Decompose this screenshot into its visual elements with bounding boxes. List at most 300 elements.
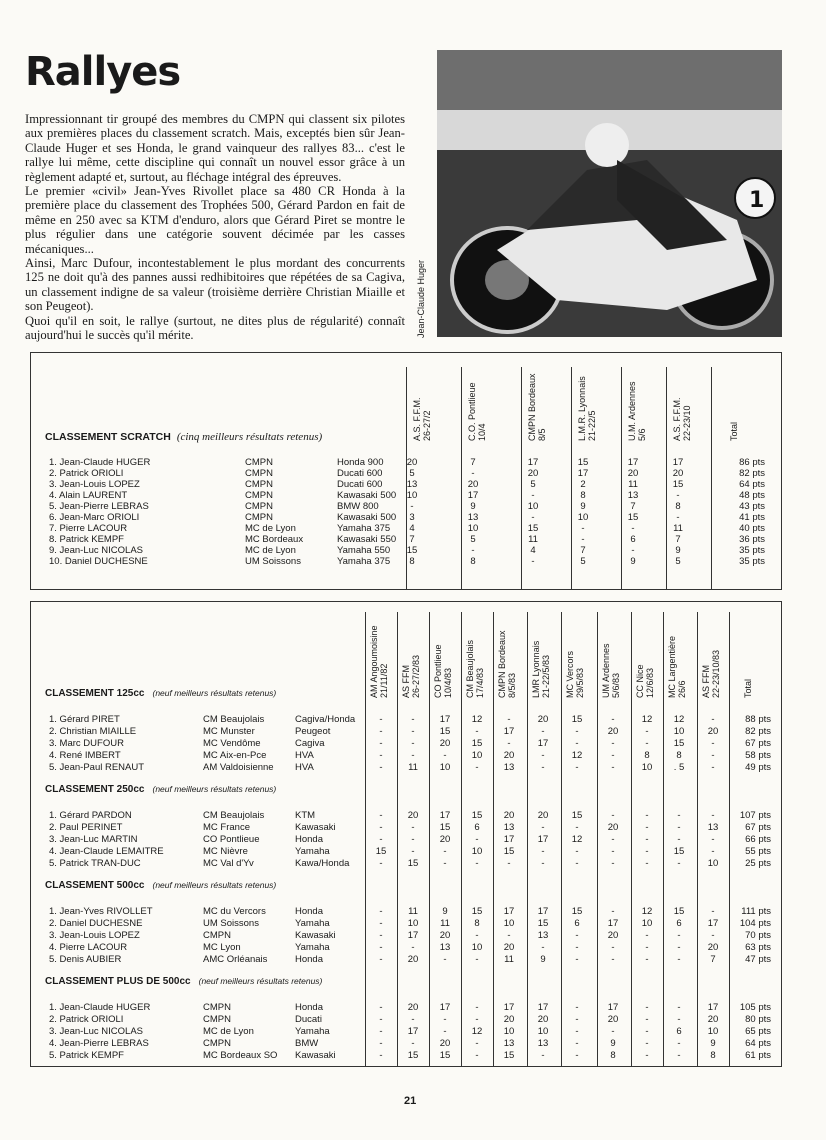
table-row bbox=[31, 906, 781, 917]
club: UM Soissons bbox=[245, 556, 301, 567]
score-cell: 5 bbox=[675, 556, 681, 567]
category-heading bbox=[45, 688, 276, 699]
total-cell: 104 pts bbox=[739, 918, 771, 929]
score-cell: 20 bbox=[503, 942, 515, 953]
club: MC Lyon bbox=[203, 942, 241, 953]
score-cell: - bbox=[475, 1014, 479, 1025]
score-cell: - bbox=[645, 1002, 649, 1013]
rider-name: 7. Pierre LACOUR bbox=[49, 523, 128, 534]
score-cell: 20 bbox=[607, 822, 619, 833]
bike: Kawasaki bbox=[295, 822, 336, 833]
column-header: MC Largentière 26/6 bbox=[667, 635, 687, 698]
total-cell: 48 pts bbox=[739, 490, 765, 501]
score-cell: 17 bbox=[672, 457, 684, 468]
score-cell: - bbox=[541, 1050, 545, 1061]
score-cell: 17 bbox=[537, 1002, 549, 1013]
rider-name: 5. Patrick KEMPF bbox=[49, 1050, 124, 1061]
score-cell: - bbox=[575, 1002, 579, 1013]
score-cell: - bbox=[711, 750, 715, 761]
score-cell: 20 bbox=[537, 714, 549, 725]
score-cell: - bbox=[475, 834, 479, 845]
score-cell: - bbox=[575, 942, 579, 953]
score-cell: 17 bbox=[537, 834, 549, 845]
club: CMPN bbox=[203, 1014, 231, 1025]
score-cell: 12 bbox=[641, 906, 653, 917]
score-cell: - bbox=[711, 846, 715, 857]
bike: Yamaha 550 bbox=[337, 545, 391, 556]
club: AM Valdoisienne bbox=[203, 762, 274, 773]
score-cell: 20 bbox=[607, 726, 619, 737]
score-cell: 20 bbox=[537, 1014, 549, 1025]
score-cell: 15 bbox=[439, 726, 451, 737]
heading-title: CLASSEMENT SCRATCH bbox=[45, 431, 171, 443]
table-row bbox=[31, 556, 781, 567]
score-cell: 20 bbox=[503, 750, 515, 761]
score-cell: 7 bbox=[710, 954, 716, 965]
score-cell: 12 bbox=[571, 750, 583, 761]
score-cell: - bbox=[677, 822, 681, 833]
rider-name: 1. Jean-Claude HUGER bbox=[49, 1002, 151, 1013]
column-header: Total bbox=[743, 678, 753, 698]
score-cell: 20 bbox=[407, 810, 419, 821]
column-header: A.S. F.F.M. 22-23/10 bbox=[672, 397, 692, 441]
page-number: 21 bbox=[404, 1095, 417, 1107]
category-heading bbox=[45, 976, 322, 987]
rider-name: 5. Patrick TRAN-DUC bbox=[49, 858, 141, 869]
table-row bbox=[31, 942, 781, 953]
score-cell: - bbox=[379, 918, 383, 929]
score-cell: 20 bbox=[537, 810, 549, 821]
score-cell: 20 bbox=[707, 1014, 719, 1025]
score-cell: 7 bbox=[470, 457, 476, 468]
score-cell: - bbox=[379, 1050, 383, 1061]
score-cell: - bbox=[645, 846, 649, 857]
column-header: CMPN Bordeaux 8/5 bbox=[527, 373, 547, 441]
score-cell: - bbox=[471, 545, 475, 556]
score-cell: - bbox=[575, 846, 579, 857]
category-heading bbox=[45, 880, 276, 891]
score-cell: 10 bbox=[406, 490, 418, 501]
score-cell: 11 bbox=[440, 918, 450, 929]
score-cell: - bbox=[443, 1014, 447, 1025]
score-cell: 5 bbox=[530, 479, 536, 490]
total-cell: 66 pts bbox=[745, 834, 771, 845]
club: CM Beaujolais bbox=[203, 810, 265, 821]
score-cell: 10 bbox=[503, 918, 515, 929]
club: MC de Lyon bbox=[203, 1026, 254, 1037]
score-cell: - bbox=[507, 858, 511, 869]
table-row bbox=[31, 822, 781, 833]
club: MC Bordeaux bbox=[245, 534, 304, 545]
score-cell: 20 bbox=[467, 479, 479, 490]
score-cell: 10 bbox=[707, 858, 719, 869]
score-cell: 11 bbox=[408, 906, 418, 917]
score-cell: - bbox=[677, 810, 681, 821]
bike: Yamaha bbox=[295, 846, 330, 857]
rider-name: 10. Daniel DUCHESNE bbox=[49, 556, 148, 567]
rider-name: 5. Denis AUBIER bbox=[49, 954, 122, 965]
score-cell: - bbox=[411, 714, 415, 725]
score-cell: - bbox=[379, 822, 383, 833]
total-cell: 55 pts bbox=[745, 846, 771, 857]
club: MC du Vercors bbox=[203, 906, 266, 917]
table-row bbox=[31, 858, 781, 869]
score-cell: - bbox=[379, 750, 383, 761]
score-cell: 10 bbox=[527, 501, 539, 512]
score-cell: - bbox=[507, 714, 511, 725]
score-cell: - bbox=[645, 1050, 649, 1061]
score-cell: - bbox=[575, 954, 579, 965]
table-row bbox=[31, 738, 781, 749]
score-cell: - bbox=[676, 490, 680, 501]
score-cell: - bbox=[531, 490, 535, 501]
score-cell: - bbox=[379, 1038, 383, 1049]
rider-name: 2. Paul PERINET bbox=[49, 822, 123, 833]
score-cell: 17 bbox=[607, 1002, 619, 1013]
score-cell: - bbox=[379, 1014, 383, 1025]
category-title: CLASSEMENT 250cc bbox=[45, 784, 145, 795]
bike: Ducati bbox=[295, 1014, 322, 1025]
score-cell: - bbox=[645, 822, 649, 833]
score-cell: 17 bbox=[503, 1002, 515, 1013]
bike: Kawasaki 500 bbox=[337, 490, 397, 501]
score-cell: 13 bbox=[707, 822, 719, 833]
score-cell: - bbox=[611, 846, 615, 857]
score-cell: - bbox=[711, 762, 715, 773]
score-cell: - bbox=[475, 1050, 479, 1061]
score-cell: - bbox=[611, 858, 615, 869]
rider-name: 3. Jean-Luc MARTIN bbox=[49, 834, 138, 845]
score-cell: 20 bbox=[607, 930, 619, 941]
club: CMPN bbox=[245, 501, 273, 512]
table-row bbox=[31, 545, 781, 556]
score-cell: 15 bbox=[672, 479, 684, 490]
score-cell: - bbox=[575, 738, 579, 749]
column-header: AS FFM 22-23/10/83 bbox=[701, 649, 721, 698]
bike: Cagiva/Honda bbox=[295, 714, 356, 725]
category-tables bbox=[30, 601, 782, 1067]
score-cell: - bbox=[611, 762, 615, 773]
score-cell: - bbox=[541, 858, 545, 869]
score-cell: - bbox=[711, 930, 715, 941]
score-cell: 12 bbox=[471, 1026, 483, 1037]
score-cell: - bbox=[645, 858, 649, 869]
score-cell: 6 bbox=[676, 1026, 682, 1037]
score-cell: - bbox=[471, 468, 475, 479]
score-cell: 6 bbox=[630, 534, 636, 545]
intro-text bbox=[25, 112, 405, 343]
table-row bbox=[31, 834, 781, 845]
score-cell: 10 bbox=[641, 762, 653, 773]
column-header: CM Beaujolais 17/4/83 bbox=[465, 639, 485, 698]
score-cell: - bbox=[410, 501, 414, 512]
score-cell: - bbox=[411, 822, 415, 833]
score-cell: 10 bbox=[407, 918, 419, 929]
table-row bbox=[31, 479, 781, 490]
score-cell: 17 bbox=[527, 457, 539, 468]
score-cell: 15 bbox=[439, 1050, 451, 1061]
category-subtitle: (neuf meilleurs résultats retenus) bbox=[152, 784, 277, 794]
score-cell: 10 bbox=[577, 512, 589, 523]
score-cell: - bbox=[379, 906, 383, 917]
score-cell: - bbox=[411, 1014, 415, 1025]
score-cell: 15 bbox=[571, 906, 583, 917]
bike: Honda bbox=[295, 954, 323, 965]
score-cell: - bbox=[379, 834, 383, 845]
score-cell: 4 bbox=[530, 545, 536, 556]
rider-name: 3. Jean-Louis LOPEZ bbox=[49, 479, 140, 490]
score-cell: 20 bbox=[439, 930, 451, 941]
score-cell: - bbox=[676, 512, 680, 523]
club: MC Val d'Yv bbox=[203, 858, 254, 869]
score-cell: - bbox=[379, 942, 383, 953]
score-cell: - bbox=[611, 738, 615, 749]
score-cell: - bbox=[379, 738, 383, 749]
score-cell: 15 bbox=[627, 512, 639, 523]
score-cell: - bbox=[711, 906, 715, 917]
score-cell: 15 bbox=[471, 810, 483, 821]
score-cell: - bbox=[575, 762, 579, 773]
club: CMPN bbox=[203, 930, 231, 941]
score-cell: - bbox=[611, 1026, 615, 1037]
score-cell: 9 bbox=[470, 501, 476, 512]
score-cell: - bbox=[631, 545, 635, 556]
score-cell: 20 bbox=[707, 942, 719, 953]
score-cell: 7 bbox=[675, 534, 681, 545]
club: UM Soissons bbox=[203, 918, 259, 929]
total-cell: 43 pts bbox=[739, 501, 765, 512]
intro-paragraph: Le premier «civil» Jean-Yves Rivollet place sa 480 CR Honda à la première place du classement des Trophées 500, Gérard Pardon en fait de même en 250 avec sa KTM d'enduro, alors que Gérard Piret se montre le plus régulier dans une catégorie souvent décimée par les casses mécaniques... bbox=[25, 184, 405, 256]
rider-name: 9. Jean-Luc NICOLAS bbox=[49, 545, 143, 556]
score-cell: - bbox=[575, 1038, 579, 1049]
table-row bbox=[31, 762, 781, 773]
score-cell: - bbox=[677, 834, 681, 845]
score-cell: 20 bbox=[407, 1002, 419, 1013]
rider-name: 2. Patrick ORIOLI bbox=[49, 1014, 124, 1025]
score-cell: - bbox=[531, 512, 535, 523]
club: CMPN bbox=[245, 512, 273, 523]
club: CMPN bbox=[203, 1038, 231, 1049]
score-cell: 15 bbox=[406, 545, 418, 556]
rider-name: 2. Christian MIAILLE bbox=[49, 726, 137, 737]
score-cell: . 5 bbox=[673, 762, 685, 773]
club: CO Pontlieue bbox=[203, 834, 260, 845]
score-cell: - bbox=[611, 942, 615, 953]
bike: Kawasaki 500 bbox=[337, 512, 397, 523]
score-cell: - bbox=[645, 810, 649, 821]
bike: Yamaha 375 bbox=[337, 523, 391, 534]
score-cell: 10 bbox=[537, 1026, 549, 1037]
club: CMPN bbox=[245, 468, 273, 479]
score-cell: - bbox=[379, 930, 383, 941]
score-cell: - bbox=[411, 942, 415, 953]
score-cell: 11 bbox=[504, 954, 514, 965]
score-cell: 5 bbox=[580, 556, 586, 567]
score-cell: - bbox=[645, 954, 649, 965]
score-cell: 15 bbox=[673, 906, 685, 917]
score-cell: - bbox=[645, 1026, 649, 1037]
score-cell: 9 bbox=[675, 545, 681, 556]
table-row bbox=[31, 457, 781, 468]
category-title: CLASSEMENT 500cc bbox=[45, 880, 145, 891]
score-cell: 10 bbox=[471, 750, 483, 761]
bike: Honda 900 bbox=[337, 457, 384, 468]
score-cell: 11 bbox=[673, 523, 683, 534]
score-cell: 20 bbox=[439, 834, 451, 845]
total-cell: 63 pts bbox=[745, 942, 771, 953]
score-cell: - bbox=[541, 726, 545, 737]
photo-credit: Jean-Claude Huger bbox=[416, 259, 426, 338]
score-cell: 8 bbox=[409, 556, 415, 567]
rider-name: 8. Patrick KEMPF bbox=[49, 534, 124, 545]
rider-name: 1. Gérard PIRET bbox=[49, 714, 120, 725]
total-cell: 80 pts bbox=[745, 1014, 771, 1025]
score-cell: 20 bbox=[627, 468, 639, 479]
category-title: CLASSEMENT PLUS DE 500cc bbox=[45, 976, 191, 987]
score-cell: - bbox=[507, 738, 511, 749]
heading-subtitle: (cinq meilleurs résultats retenus) bbox=[176, 431, 323, 443]
score-cell: 17 bbox=[439, 810, 451, 821]
score-cell: - bbox=[443, 858, 447, 869]
total-cell: 40 pts bbox=[739, 523, 765, 534]
table-row bbox=[31, 810, 781, 821]
club: MC Aix-en-Pce bbox=[203, 750, 267, 761]
table-row bbox=[31, 534, 781, 545]
score-cell: 17 bbox=[607, 918, 619, 929]
score-cell: 13 bbox=[503, 1038, 515, 1049]
category-subtitle: (neuf meilleurs résultats retenus) bbox=[152, 688, 277, 698]
category-subtitle: (neuf meilleurs résultats retenus) bbox=[198, 976, 323, 986]
score-cell: 6 bbox=[676, 918, 682, 929]
score-cell: - bbox=[411, 738, 415, 749]
score-cell: 17 bbox=[467, 490, 479, 501]
rider-name: 4. Alain LAURENT bbox=[49, 490, 128, 501]
score-cell: 8 bbox=[470, 556, 476, 567]
score-cell: 15 bbox=[375, 846, 387, 857]
score-cell: - bbox=[475, 930, 479, 941]
score-cell: - bbox=[379, 954, 383, 965]
total-cell: 67 pts bbox=[745, 822, 771, 833]
total-cell: 67 pts bbox=[745, 738, 771, 749]
total-cell: 41 pts bbox=[739, 512, 765, 523]
table-row bbox=[31, 726, 781, 737]
score-cell: - bbox=[443, 954, 447, 965]
rider-name: 5. Jean-Paul RENAUT bbox=[49, 762, 145, 773]
rider-name: 4. René IMBERT bbox=[49, 750, 121, 761]
rider-name: 4. Pierre LACOUR bbox=[49, 942, 128, 953]
club: MC de Lyon bbox=[245, 523, 296, 534]
table-row bbox=[31, 930, 781, 941]
intro-paragraph: Ainsi, Marc Dufour, incontestablement le plus mordant des concurrents 125 ne doit qu'à des pannes aussi redhibitoires que répétées de sa Cagiva, un classement indigne de sa valeur (troisième derrière Christian Miaille et son Peugeot). bbox=[25, 256, 405, 314]
bike: Yamaha bbox=[295, 942, 330, 953]
score-cell: 8 bbox=[580, 490, 586, 501]
score-cell: 10 bbox=[439, 762, 451, 773]
score-cell: - bbox=[379, 810, 383, 821]
score-cell: 15 bbox=[407, 858, 419, 869]
score-cell: 13 bbox=[406, 479, 418, 490]
score-cell: 9 bbox=[610, 1038, 616, 1049]
score-cell: - bbox=[575, 1014, 579, 1025]
bike: Kawa/Honda bbox=[295, 858, 350, 869]
score-cell: - bbox=[541, 750, 545, 761]
score-cell: - bbox=[631, 523, 635, 534]
score-cell: 6 bbox=[574, 918, 580, 929]
score-cell: - bbox=[677, 942, 681, 953]
score-cell: 13 bbox=[537, 1038, 549, 1049]
score-cell: - bbox=[645, 930, 649, 941]
bike: HVA bbox=[295, 762, 314, 773]
score-cell: 17 bbox=[537, 738, 549, 749]
club: MC de Lyon bbox=[245, 545, 296, 556]
score-cell: 15 bbox=[471, 906, 483, 917]
rider-name: 1. Jean-Claude HUGER bbox=[49, 457, 151, 468]
club: MC Munster bbox=[203, 726, 255, 737]
bike: Ducati 600 bbox=[337, 468, 383, 479]
bike: Yamaha 375 bbox=[337, 556, 391, 567]
score-cell: 9 bbox=[710, 1038, 716, 1049]
intro-paragraph: Quoi qu'il en soit, le rallye (surtout, ne dites plus de régularité) connaît aujourd'hui le succès qu'il mérite. bbox=[25, 313, 405, 343]
table-row bbox=[31, 846, 781, 857]
score-cell: 17 bbox=[439, 1002, 451, 1013]
total-cell: 35 pts bbox=[739, 545, 765, 556]
score-cell: - bbox=[677, 1002, 681, 1013]
rider-name: 5. Jean-Pierre LEBRAS bbox=[49, 501, 149, 512]
bike: Yamaha bbox=[295, 918, 330, 929]
rider-name: 1. Jean-Yves RIVOLLET bbox=[49, 906, 153, 917]
total-cell: 82 pts bbox=[739, 468, 765, 479]
table-row bbox=[31, 714, 781, 725]
score-cell: - bbox=[541, 822, 545, 833]
score-cell: 13 bbox=[439, 942, 451, 953]
score-cell: 17 bbox=[577, 468, 589, 479]
score-cell: - bbox=[581, 534, 585, 545]
score-cell: - bbox=[475, 726, 479, 737]
score-cell: 20 bbox=[672, 468, 684, 479]
score-cell: - bbox=[475, 1038, 479, 1049]
score-cell: - bbox=[711, 810, 715, 821]
column-header: UM Ardennes 5/6/83 bbox=[601, 643, 621, 698]
score-cell: 5 bbox=[470, 534, 476, 545]
bike: Kawasaki bbox=[295, 1050, 336, 1061]
score-cell: - bbox=[541, 762, 545, 773]
score-cell: 17 bbox=[503, 726, 515, 737]
score-cell: - bbox=[677, 1038, 681, 1049]
score-cell: 3 bbox=[409, 512, 415, 523]
score-cell: 8 bbox=[676, 750, 682, 761]
score-cell: 12 bbox=[641, 714, 653, 725]
table-row bbox=[31, 1014, 781, 1025]
score-cell: 15 bbox=[673, 738, 685, 749]
score-cell: - bbox=[711, 738, 715, 749]
table-row bbox=[31, 490, 781, 501]
score-cell: 15 bbox=[471, 738, 483, 749]
total-cell: 49 pts bbox=[745, 762, 771, 773]
bike: Yamaha bbox=[295, 1026, 330, 1037]
score-cell: - bbox=[379, 726, 383, 737]
score-cell: 10 bbox=[471, 942, 483, 953]
table-row bbox=[31, 918, 781, 929]
rider-name: 2. Daniel DUCHESNE bbox=[49, 918, 143, 929]
score-cell: 7 bbox=[630, 501, 636, 512]
column-header: CMPN Bordeaux 8/5/83 bbox=[497, 630, 517, 698]
score-cell: 4 bbox=[409, 523, 415, 534]
total-cell: 105 pts bbox=[739, 1002, 771, 1013]
score-cell: 9 bbox=[442, 906, 448, 917]
score-cell: 13 bbox=[627, 490, 639, 501]
score-cell: 13 bbox=[503, 822, 515, 833]
score-cell: 6 bbox=[474, 822, 480, 833]
rider-name: 4. Jean-Pierre LEBRAS bbox=[49, 1038, 149, 1049]
